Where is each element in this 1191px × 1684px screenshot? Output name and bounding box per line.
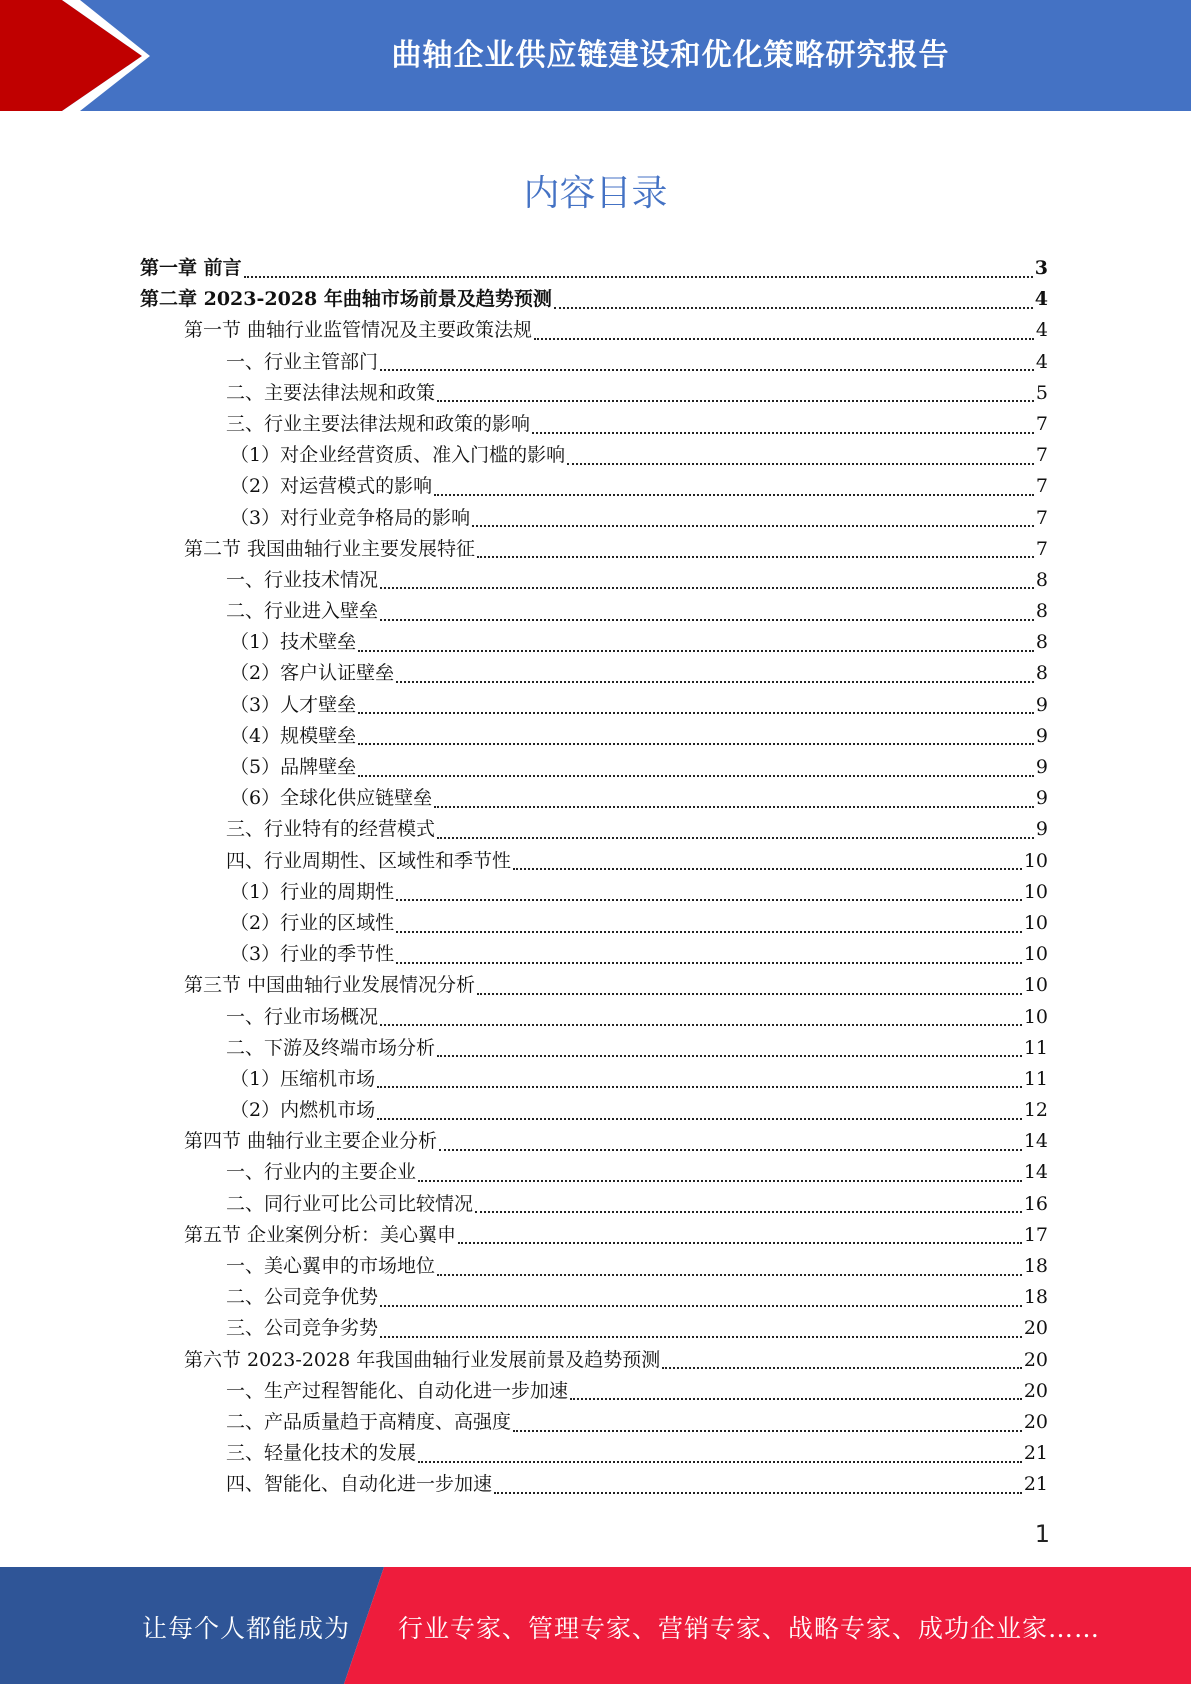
toc-leader-dots [554,307,1033,309]
toc-leader-dots [358,650,1034,652]
toc-entry[interactable] [140,1033,1048,1064]
toc-entry-page: 9 [1035,724,1048,747]
toc-entry-page: 3 [1034,257,1048,279]
toc-leader-dots [380,369,1034,371]
toc-entry-title: （1）行业的周期性 [230,880,395,903]
toc-leader-dots [396,962,1022,964]
toc-entry-title: 二、下游及终端市场分析 [226,1036,436,1059]
toc-entry-title: 三、公司竞争劣势 [226,1317,379,1340]
toc-entry-page: 10 [1023,880,1048,903]
toc-entry[interactable] [140,970,1048,1001]
toc-entry-page: 21 [1023,1442,1048,1465]
toc-entry-title: （2）内燃机市场 [230,1099,376,1122]
toc-leader-dots [439,1149,1022,1151]
toc-entry-page: 20 [1023,1379,1048,1402]
toc-leader-dots [358,712,1034,714]
toc-entry-title: 第一节 曲轴行业监管情况及主要政策法规 [184,319,533,342]
toc-entry[interactable] [140,284,1048,315]
toc-entry-title: （2）客户认证壁垒 [230,662,395,685]
toc-leader-dots [513,868,1022,870]
toc-entry-page: 7 [1035,475,1048,498]
toc-leader-dots [532,432,1034,434]
toc-entry[interactable] [140,471,1048,502]
toc-entry[interactable] [140,1313,1048,1344]
toc-entry-page: 11 [1023,1036,1048,1059]
toc-entry-page: 4 [1035,350,1048,373]
toc-entry-page: 10 [1023,974,1048,997]
toc-entry[interactable] [140,1220,1048,1251]
toc-entry[interactable] [140,752,1048,783]
toc-leader-dots [418,1180,1022,1182]
toc-entry[interactable] [140,1002,1048,1033]
toc-leader-dots [380,1336,1022,1338]
toc-leader-dots [396,931,1022,933]
toc-entry[interactable] [140,939,1048,970]
toc-leader-dots [567,463,1034,465]
toc-entry[interactable] [140,908,1048,939]
toc-entry[interactable] [140,1189,1048,1220]
toc-entry-page: 20 [1023,1410,1048,1433]
toc-entry-page: 5 [1035,381,1048,404]
toc-entry-title: 四、行业周期性、区域性和季节性 [226,849,512,872]
toc-entry-title: 一、美心翼申的市场地位 [226,1255,436,1277]
toc-entry-page: 8 [1035,662,1048,685]
report-title: 曲轴企业供应链建设和优化策略研究报告 [391,38,950,73]
toc-leader-dots [358,743,1034,745]
toc-entry-page: 20 [1023,1348,1048,1371]
toc-entry-title: 三、行业特有的经营模式 [226,818,436,841]
toc-entry-title: 第六节 2023-2028 年我国曲轴行业发展前景及趋势预测 [184,1348,661,1371]
toc-entry-title: 第二章 2023-2028 年曲轴市场前景及趋势预测 [140,288,552,311]
toc-entry[interactable] [140,783,1048,814]
toc-leader-dots [475,1211,1022,1213]
toc-entry-page: 10 [1023,943,1048,966]
toc-entry-title: （4）规模壁垒 [230,724,357,747]
toc-leader-dots [244,276,1033,278]
toc-leader-dots [418,1461,1022,1463]
toc-heading: 内容目录 [523,173,668,214]
toc-leader-dots [662,1367,1022,1369]
toc-entry-title: （3）人才壁垒 [230,693,357,716]
toc-leader-dots [396,681,1034,683]
toc-entry[interactable] [140,503,1048,534]
toc-entry-title: 一、行业市场概况 [226,1005,379,1028]
toc-entry[interactable] [140,814,1048,845]
toc-entry[interactable] [140,1157,1048,1188]
toc-entry-page: 7 [1035,537,1048,560]
toc-entry[interactable] [140,658,1048,689]
toc-entry[interactable] [140,1469,1048,1500]
toc-entry-title: 一、行业内的主要企业 [226,1161,417,1184]
toc-entry-page: 18 [1023,1255,1048,1277]
toc-entry-title: （3）对行业竞争格局的影响 [230,506,471,529]
toc-leader-dots [377,1086,1022,1088]
toc-entry[interactable] [140,1064,1048,1095]
toc-leader-dots [472,525,1034,527]
toc-leader-dots [437,400,1034,402]
toc-entry-page: 12 [1023,1099,1048,1122]
toc-leader-dots [494,1492,1022,1494]
toc-leader-dots [380,1024,1022,1026]
toc-leader-dots [380,619,1034,621]
toc-entry-title: 第四节 曲轴行业主要企业分析 [184,1130,438,1153]
toc-entry[interactable] [140,1438,1048,1469]
toc-entry-title: 二、公司竞争优势 [226,1286,379,1309]
toc-entry[interactable] [140,347,1048,378]
toc-entry-page: 9 [1035,693,1048,716]
toc-entry[interactable] [140,1126,1048,1157]
toc-entry-page: 21 [1023,1473,1048,1496]
toc-entry[interactable] [140,627,1048,658]
toc-entry-page: 14 [1023,1130,1048,1153]
toc-leader-dots [434,494,1034,496]
toc-entry-title: 一、生产过程智能化、自动化进一步加速 [226,1379,569,1402]
toc-entry[interactable] [140,877,1048,908]
toc-leader-dots [458,1242,1022,1244]
toc-entry-title: （6）全球化供应链壁垒 [230,787,433,810]
toc-entry-title: 二、同行业可比公司比较情况 [226,1192,474,1215]
toc-leader-dots [534,338,1034,340]
toc-entry-page: 10 [1023,1005,1048,1028]
toc-entry-title: 四、智能化、自动化进一步加速 [226,1473,493,1496]
toc-leader-dots [434,806,1034,808]
toc-entry-title: 一、行业主管部门 [226,350,379,373]
page-footer [0,1567,1191,1684]
toc-leader-dots [570,1398,1022,1400]
toc-entry[interactable] [140,596,1048,627]
toc-entry-title: 二、产品质量趋于高精度、高强度 [226,1410,512,1433]
toc-entry-page: 8 [1035,600,1048,623]
toc-entry-title: 一、行业技术情况 [226,568,379,591]
toc-entry[interactable] [140,378,1048,409]
toc-leader-dots [513,1430,1022,1432]
toc-entry-page: 10 [1023,911,1048,934]
toc-entry[interactable] [140,1407,1048,1438]
toc-leader-dots [380,1305,1022,1307]
toc-entry-page: 8 [1035,568,1048,591]
toc-entry-page: 9 [1035,787,1048,810]
toc-entry[interactable] [140,409,1048,440]
toc-entry-page: 7 [1035,412,1048,435]
toc-entry[interactable] [140,846,1048,877]
toc-entry[interactable] [140,1095,1048,1126]
toc-entry-page: 10 [1023,849,1048,872]
toc-entry-page: 16 [1023,1192,1048,1215]
toc-entry-title: （5）品牌壁垒 [230,756,357,778]
toc-entry-title: （1）压缩机市场 [230,1067,376,1090]
toc-entry-title: （3）行业的季节性 [230,943,395,966]
toc-leader-dots [477,993,1022,995]
toc-entry-page: 14 [1023,1161,1048,1184]
toc-entry-title: 三、轻量化技术的发展 [226,1442,417,1465]
toc-entry-page: 8 [1035,631,1048,654]
toc-entry-title: 第五节 企业案例分析：美心翼申 [184,1223,457,1246]
toc-entry-page: 7 [1035,506,1048,529]
toc-entry[interactable] [140,440,1048,471]
toc-entry-title: （1）对企业经营资质、准入门槛的影响 [230,444,566,467]
toc-entry-page: 4 [1034,288,1048,311]
toc-entry-title: 第一章 前言 [140,257,242,279]
toc-entry[interactable] [140,565,1048,596]
toc-entry[interactable] [140,315,1048,346]
toc-leader-dots [380,587,1034,589]
toc-leader-dots [437,1274,1022,1276]
toc-entry-title: 二、行业进入壁垒 [226,600,379,623]
toc-entry-title: （2）对运营模式的影响 [230,475,433,498]
toc-entry-title: （1）技术壁垒 [230,631,357,654]
toc-entry[interactable] [140,690,1048,721]
toc-leader-dots [377,1118,1022,1120]
toc-entry-title: 二、主要法律法规和政策 [226,381,436,404]
toc-leader-dots [477,556,1034,558]
toc-entry-title: 第三节 中国曲轴行业发展情况分析 [184,974,476,997]
footer-slogan-left: 让每个人都能成为 [142,1614,351,1643]
toc-leader-dots [437,837,1034,839]
toc-entry[interactable] [140,1282,1048,1313]
toc-entry-page: 9 [1035,756,1048,778]
page-header [0,0,1191,111]
footer-slogan-right: 行业专家、管理专家、营销专家、战略专家、成功企业家…… [398,1614,1101,1643]
toc-entry-title: 三、行业主要法律法规和政策的影响 [226,412,531,435]
table-of-contents [140,253,1048,1501]
toc-entry-page: 7 [1035,444,1048,467]
toc-entry-page: 4 [1035,319,1048,342]
toc-entry[interactable] [140,1376,1048,1407]
toc-entry[interactable] [140,1345,1048,1376]
toc-entry-page: 18 [1023,1286,1048,1309]
toc-leader-dots [437,1055,1022,1057]
toc-entry-page: 11 [1023,1067,1048,1090]
page-number: 1 [1034,1520,1050,1548]
toc-entry[interactable] [140,721,1048,752]
toc-entry-page: 20 [1023,1317,1048,1340]
toc-entry-title: 第二节 我国曲轴行业主要发展特征 [184,537,476,560]
toc-leader-dots [358,775,1034,777]
toc-leader-dots [396,899,1022,901]
toc-entry[interactable] [140,1251,1048,1282]
toc-entry-title: （2）行业的区域性 [230,911,395,934]
toc-entry[interactable] [140,253,1048,284]
toc-entry[interactable] [140,534,1048,565]
toc-entry-page: 17 [1023,1223,1048,1246]
toc-entry-page: 9 [1035,818,1048,841]
